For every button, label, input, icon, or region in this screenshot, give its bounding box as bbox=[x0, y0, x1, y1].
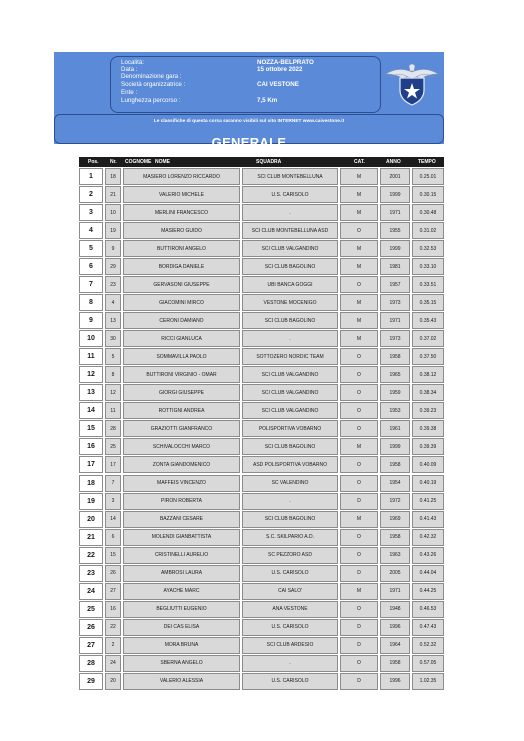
cell-team: SCI CLUB BAGOLINO bbox=[242, 438, 338, 455]
cell-year: 1964 bbox=[380, 637, 410, 654]
cell-year: 1957 bbox=[380, 276, 410, 293]
cell-cat: M bbox=[340, 168, 378, 185]
cell-athlete: BAZZANI CESARE bbox=[123, 511, 240, 528]
cell-nr: 25 bbox=[105, 438, 121, 455]
table-row bbox=[79, 258, 444, 275]
cell-team: . bbox=[242, 330, 338, 347]
cell-cat: O bbox=[340, 366, 378, 383]
cell-time: 0.35.43 bbox=[412, 312, 444, 329]
cell-pos: 11 bbox=[79, 348, 103, 365]
cell-cat: O bbox=[340, 601, 378, 618]
cell-athlete: GERVASONI GIUSEPPE bbox=[123, 276, 240, 293]
cell-nr: 28 bbox=[105, 420, 121, 437]
cell-team: SCI CLUB BAGOLINO bbox=[242, 312, 338, 329]
cell-year: 1958 bbox=[380, 456, 410, 473]
cell-cat: D bbox=[340, 637, 378, 654]
col-cat: CAT. bbox=[354, 159, 365, 165]
table-row bbox=[79, 438, 444, 455]
cell-cat: D bbox=[340, 493, 378, 510]
table-row bbox=[79, 402, 444, 419]
cell-pos: 14 bbox=[79, 402, 103, 419]
cell-team: SCI CLUB VALGANDINO bbox=[242, 240, 338, 257]
cell-cat: M bbox=[340, 204, 378, 221]
cell-athlete: SCHIVALOCCHI MARCO bbox=[123, 438, 240, 455]
col-name: NOME bbox=[155, 159, 170, 165]
cell-nr: 23 bbox=[105, 276, 121, 293]
info-value: CAI VESTONE bbox=[257, 81, 299, 88]
cell-year: 1958 bbox=[380, 529, 410, 546]
cell-year: 1963 bbox=[380, 547, 410, 564]
cell-nr: 20 bbox=[105, 673, 121, 690]
cell-team: . bbox=[242, 493, 338, 510]
cell-year: 1948 bbox=[380, 601, 410, 618]
cell-team: SCI CLUB VALGANDINO bbox=[242, 366, 338, 383]
cell-pos: 21 bbox=[79, 529, 103, 546]
table-row bbox=[79, 366, 444, 383]
cell-nr: 24 bbox=[105, 655, 121, 672]
cell-cat: M bbox=[340, 240, 378, 257]
cell-cat: D bbox=[340, 673, 378, 690]
table-row bbox=[79, 294, 444, 311]
cell-pos: 17 bbox=[79, 456, 103, 473]
col-year: ANNO bbox=[386, 159, 401, 165]
cell-time: 0.35.15 bbox=[412, 294, 444, 311]
table-row bbox=[79, 312, 444, 329]
info-value: 15 ottobre 2022 bbox=[257, 66, 303, 73]
cell-year: 1961 bbox=[380, 420, 410, 437]
info-value: NOZZA-BELPRATO bbox=[257, 59, 314, 66]
cell-athlete: ROTTIGNI ANDREA bbox=[123, 402, 240, 419]
cell-year: 1959 bbox=[380, 384, 410, 401]
cell-pos: 4 bbox=[79, 222, 103, 239]
cell-nr: 13 bbox=[105, 312, 121, 329]
col-surname: COGNOME bbox=[125, 159, 152, 165]
cell-nr: 12 bbox=[105, 384, 121, 401]
cell-time: 0.43.26 bbox=[412, 547, 444, 564]
cell-nr: 27 bbox=[105, 583, 121, 600]
cell-team: SCI CLUB MONTEBELLUNA bbox=[242, 168, 338, 185]
cell-athlete: MERLINI FRANCESCO bbox=[123, 204, 240, 221]
col-pos: Pos. bbox=[88, 159, 99, 165]
cell-cat: M bbox=[340, 186, 378, 203]
cell-time: 0.40.19 bbox=[412, 475, 444, 492]
cell-nr: 19 bbox=[105, 222, 121, 239]
table-row bbox=[79, 529, 444, 546]
cell-team: POLISPORTIVA VOBARNO bbox=[242, 420, 338, 437]
cell-pos: 1 bbox=[79, 168, 103, 185]
cell-time: 0.37.02 bbox=[412, 330, 444, 347]
cell-year: 1969 bbox=[380, 511, 410, 528]
cell-nr: 30 bbox=[105, 330, 121, 347]
cell-nr: 26 bbox=[105, 565, 121, 582]
cell-time: 0.41.25 bbox=[412, 493, 444, 510]
table-row bbox=[79, 673, 444, 690]
section-title: GENERALE bbox=[211, 135, 287, 150]
cell-team: SC PEZZORO ASD bbox=[242, 547, 338, 564]
table-row bbox=[79, 475, 444, 492]
cell-time: 0.39.39 bbox=[412, 438, 444, 455]
cell-athlete: CRISTINELLI AURELIO bbox=[123, 547, 240, 564]
cell-athlete: ZONTA GIANDOMENICO bbox=[123, 456, 240, 473]
cell-year: 1981 bbox=[380, 258, 410, 275]
cell-team: CAI SALO' bbox=[242, 583, 338, 600]
cell-nr: 18 bbox=[105, 168, 121, 185]
cell-team: UBI BANCA GOGGI bbox=[242, 276, 338, 293]
cell-athlete: DEI CAS ELISA bbox=[123, 619, 240, 636]
cell-team: . bbox=[242, 204, 338, 221]
cell-pos: 20 bbox=[79, 511, 103, 528]
cell-nr: 11 bbox=[105, 402, 121, 419]
cell-athlete: AYACHE MARC bbox=[123, 583, 240, 600]
cell-athlete: MASIERO LORENZO RICCARDO bbox=[123, 168, 240, 185]
cell-time: 0.44.04 bbox=[412, 565, 444, 582]
cell-time: 0.31.02 bbox=[412, 222, 444, 239]
cell-athlete: PIRON ROBERTA bbox=[123, 493, 240, 510]
col-team: SQUADRA bbox=[256, 159, 282, 165]
cell-team: U.S. CARISOLO bbox=[242, 186, 338, 203]
cell-team: SCI CLUB VALGANDINO bbox=[242, 384, 338, 401]
cell-nr: 17 bbox=[105, 456, 121, 473]
cell-cat: M bbox=[340, 258, 378, 275]
cell-time: 1.02.35 bbox=[412, 673, 444, 690]
cell-cat: D bbox=[340, 619, 378, 636]
cell-pos: 29 bbox=[79, 673, 103, 690]
cell-time: 0.39.23 bbox=[412, 402, 444, 419]
table-row bbox=[79, 655, 444, 672]
cell-team: ANA VESTONE bbox=[242, 601, 338, 618]
cell-time: 0.25.01 bbox=[412, 168, 444, 185]
table-header bbox=[79, 157, 444, 167]
cell-athlete: VALERIO MICHELE bbox=[123, 186, 240, 203]
table-row bbox=[79, 547, 444, 564]
cell-athlete: SOMMAVILLA PAOLO bbox=[123, 348, 240, 365]
cell-pos: 24 bbox=[79, 583, 103, 600]
cell-team: SOTTOZERO NORDIC TEAM bbox=[242, 348, 338, 365]
cell-time: 0.41.43 bbox=[412, 511, 444, 528]
table-row bbox=[79, 186, 444, 203]
cell-nr: 6 bbox=[105, 529, 121, 546]
cell-time: 0.30.48 bbox=[412, 204, 444, 221]
cell-pos: 13 bbox=[79, 384, 103, 401]
cell-team: SC VALENDINO bbox=[242, 475, 338, 492]
cell-cat: M bbox=[340, 294, 378, 311]
cell-nr: 7 bbox=[105, 475, 121, 492]
cell-year: 1972 bbox=[380, 493, 410, 510]
cell-pos: 27 bbox=[79, 637, 103, 654]
cell-year: 1973 bbox=[380, 294, 410, 311]
cell-cat: O bbox=[340, 222, 378, 239]
cell-pos: 15 bbox=[79, 420, 103, 437]
cell-team: S.C. SKILPARIO A.D. bbox=[242, 529, 338, 546]
cell-athlete: BUTTIRONI VIRGINIO - OMAR bbox=[123, 366, 240, 383]
cell-year: 2005 bbox=[380, 565, 410, 582]
cell-team: VESTONE MOCENIGO bbox=[242, 294, 338, 311]
cell-athlete: GIORGI GIUSEPPE bbox=[123, 384, 240, 401]
website-notice: Le classifiche di questa corsa saranno visibili sul sito INTERNET www.caivestone.it bbox=[153, 119, 345, 124]
table-row bbox=[79, 168, 444, 185]
cell-team: U.S. CARISOLO bbox=[242, 619, 338, 636]
cell-nr: 8 bbox=[105, 366, 121, 383]
cell-cat: O bbox=[340, 475, 378, 492]
cell-team: SCI CLUB BAGOLINO bbox=[242, 258, 338, 275]
table-row bbox=[79, 583, 444, 600]
cell-athlete: GRAZIOTTI GIANFRANCO bbox=[123, 420, 240, 437]
cell-cat: M bbox=[340, 583, 378, 600]
cell-athlete: BORDIGA DANIELE bbox=[123, 258, 240, 275]
cell-team: . bbox=[242, 655, 338, 672]
cell-athlete: AMBROSI LAURA bbox=[123, 565, 240, 582]
cell-pos: 19 bbox=[79, 493, 103, 510]
cell-pos: 8 bbox=[79, 294, 103, 311]
cell-athlete: VALERIO ALESSIA bbox=[123, 673, 240, 690]
cell-cat: O bbox=[340, 402, 378, 419]
cell-year: 1971 bbox=[380, 204, 410, 221]
cell-time: 0.46.53 bbox=[412, 601, 444, 618]
cell-team: SCI CLUB VALGANDINO bbox=[242, 402, 338, 419]
table-row bbox=[79, 420, 444, 437]
cell-pos: 10 bbox=[79, 330, 103, 347]
cell-athlete: GIACOMINI MIRCO bbox=[123, 294, 240, 311]
cell-pos: 23 bbox=[79, 565, 103, 582]
info-label: Ente : bbox=[121, 89, 138, 96]
cell-nr: 2 bbox=[105, 637, 121, 654]
cell-pos: 12 bbox=[79, 366, 103, 383]
info-label: Società organizzatrice : bbox=[121, 81, 186, 88]
cell-cat: M bbox=[340, 438, 378, 455]
cell-year: 1955 bbox=[380, 222, 410, 239]
cai-eagle-star-logo-icon bbox=[384, 58, 440, 108]
cell-time: 0.38.34 bbox=[412, 384, 444, 401]
cell-pos: 28 bbox=[79, 655, 103, 672]
cell-time: 0.57.05 bbox=[412, 655, 444, 672]
cell-cat: O bbox=[340, 655, 378, 672]
cell-athlete: MASIERO GUIDO bbox=[123, 222, 240, 239]
cell-time: 0.33.51 bbox=[412, 276, 444, 293]
table-row bbox=[79, 348, 444, 365]
cell-year: 1999 bbox=[380, 186, 410, 203]
cell-pos: 3 bbox=[79, 204, 103, 221]
cell-pos: 6 bbox=[79, 258, 103, 275]
cell-nr: 21 bbox=[105, 186, 121, 203]
cell-nr: 3 bbox=[105, 493, 121, 510]
cell-cat: M bbox=[340, 312, 378, 329]
cell-time: 0.40.09 bbox=[412, 456, 444, 473]
cell-team: ASD POLISPORTIVA VOBARNO bbox=[242, 456, 338, 473]
info-label: Lunghezza percorso : bbox=[121, 97, 181, 104]
cell-athlete: MOLENDI GIANBATTISTA bbox=[123, 529, 240, 546]
cell-time: 0.52.32 bbox=[412, 637, 444, 654]
cell-athlete: MAFFEIS VINCENZO bbox=[123, 475, 240, 492]
cell-time: 0.32.53 bbox=[412, 240, 444, 257]
col-nr: Nr. bbox=[110, 159, 117, 165]
cell-athlete: BEGLIUTTI EUGENIO bbox=[123, 601, 240, 618]
cell-year: 1971 bbox=[380, 583, 410, 600]
cell-pos: 9 bbox=[79, 312, 103, 329]
cell-athlete: BUTTIRONI ANGELO bbox=[123, 240, 240, 257]
cell-nr: 29 bbox=[105, 258, 121, 275]
col-time: TEMPO bbox=[418, 159, 436, 165]
table-row bbox=[79, 601, 444, 618]
cell-team: SCI CLUB MONTEBELLUNA ASD bbox=[242, 222, 338, 239]
cell-year: 1996 bbox=[380, 673, 410, 690]
cell-year: 1999 bbox=[380, 438, 410, 455]
cell-athlete: CERONI DAMIANO bbox=[123, 312, 240, 329]
cell-year: 1973 bbox=[380, 330, 410, 347]
cell-time: 0.37.50 bbox=[412, 348, 444, 365]
table-row bbox=[79, 493, 444, 510]
table-row bbox=[79, 384, 444, 401]
cell-nr: 16 bbox=[105, 601, 121, 618]
cell-pos: 2 bbox=[79, 186, 103, 203]
cell-nr: 4 bbox=[105, 294, 121, 311]
cell-time: 0.30.15 bbox=[412, 186, 444, 203]
table-row bbox=[79, 565, 444, 582]
cell-time: 0.44.25 bbox=[412, 583, 444, 600]
info-value: 7,5 Km bbox=[257, 97, 278, 104]
cell-nr: 10 bbox=[105, 204, 121, 221]
info-label: Denominazione gara : bbox=[121, 73, 182, 80]
cell-cat: D bbox=[340, 565, 378, 582]
cell-cat: O bbox=[340, 348, 378, 365]
cell-cat: M bbox=[340, 330, 378, 347]
cell-team: U.S. CARISOLO bbox=[242, 673, 338, 690]
cell-athlete: MORA BRUNA bbox=[123, 637, 240, 654]
cell-cat: O bbox=[340, 456, 378, 473]
cell-pos: 18 bbox=[79, 475, 103, 492]
cell-cat: O bbox=[340, 420, 378, 437]
cell-year: 1965 bbox=[380, 366, 410, 383]
cell-pos: 26 bbox=[79, 619, 103, 636]
cell-pos: 25 bbox=[79, 601, 103, 618]
cell-time: 0.39.38 bbox=[412, 420, 444, 437]
cell-year: 1958 bbox=[380, 655, 410, 672]
cell-pos: 22 bbox=[79, 547, 103, 564]
cell-year: 1958 bbox=[380, 348, 410, 365]
cell-nr: 22 bbox=[105, 619, 121, 636]
table-row bbox=[79, 222, 444, 239]
cell-time: 0.47.43 bbox=[412, 619, 444, 636]
cell-cat: O bbox=[340, 547, 378, 564]
cell-nr: 15 bbox=[105, 547, 121, 564]
table-row bbox=[79, 240, 444, 257]
cell-team: U.S. CARISOLO bbox=[242, 565, 338, 582]
cell-pos: 16 bbox=[79, 438, 103, 455]
cell-cat: O bbox=[340, 384, 378, 401]
cell-pos: 7 bbox=[79, 276, 103, 293]
table-row bbox=[79, 511, 444, 528]
table-row bbox=[79, 276, 444, 293]
table-row bbox=[79, 637, 444, 654]
cell-year: 2001 bbox=[380, 168, 410, 185]
cell-athlete: SBERNA ANGELO bbox=[123, 655, 240, 672]
cell-team: SCI CLUB ARDESIO bbox=[242, 637, 338, 654]
cell-nr: 14 bbox=[105, 511, 121, 528]
info-label: Data : bbox=[121, 66, 138, 73]
cell-pos: 5 bbox=[79, 240, 103, 257]
cell-cat: O bbox=[340, 529, 378, 546]
table-row bbox=[79, 204, 444, 221]
table-row bbox=[79, 330, 444, 347]
cell-athlete: RICCI GIANLUCA bbox=[123, 330, 240, 347]
table-row bbox=[79, 619, 444, 636]
cell-nr: 5 bbox=[105, 348, 121, 365]
cell-nr: 9 bbox=[105, 240, 121, 257]
cell-time: 0.38.12 bbox=[412, 366, 444, 383]
cell-year: 1999 bbox=[380, 240, 410, 257]
cell-team: SCI CLUB BAGOLINO bbox=[242, 511, 338, 528]
cell-year: 1971 bbox=[380, 312, 410, 329]
cell-cat: M bbox=[340, 511, 378, 528]
cell-year: 1953 bbox=[380, 402, 410, 419]
cell-year: 1996 bbox=[380, 619, 410, 636]
cell-cat: O bbox=[340, 276, 378, 293]
cell-year: 1954 bbox=[380, 475, 410, 492]
cell-time: 0.33.10 bbox=[412, 258, 444, 275]
table-row bbox=[79, 456, 444, 473]
info-label: Località: bbox=[121, 59, 145, 66]
cell-time: 0.42.32 bbox=[412, 529, 444, 546]
